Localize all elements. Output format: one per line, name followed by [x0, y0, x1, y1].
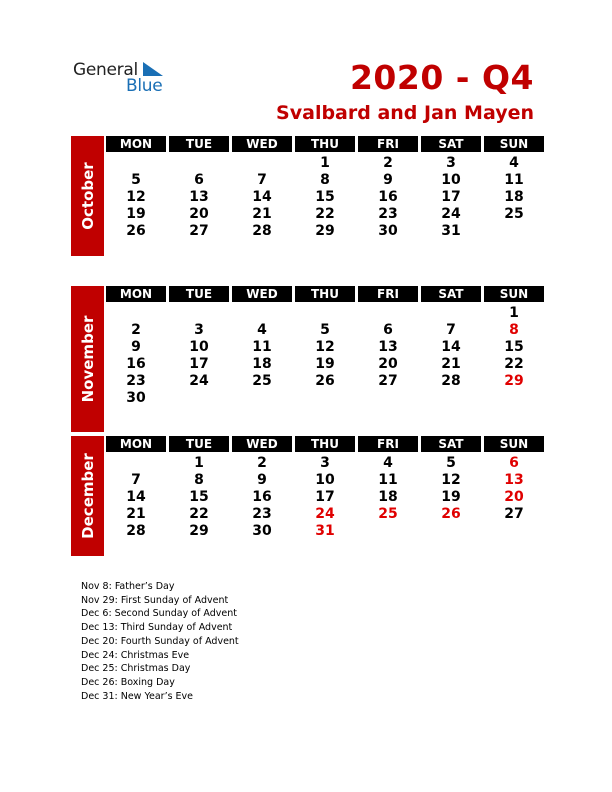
- weekday-header: MON: [106, 136, 166, 152]
- weekday-header: WED: [232, 136, 292, 152]
- calendar-date: 6: [383, 322, 393, 338]
- holiday-date: 31: [315, 523, 335, 539]
- calendar-date: 28: [441, 373, 461, 389]
- calendar-date: 10: [315, 472, 335, 488]
- page-title: 2020 - Q4: [349, 58, 534, 97]
- calendar-date: 4: [257, 322, 267, 338]
- month-november: [71, 286, 541, 432]
- calendar-date: 3: [194, 322, 204, 338]
- calendar-date: 11: [252, 339, 272, 355]
- calendar-date: 27: [504, 506, 524, 522]
- calendar-date: 10: [441, 172, 461, 188]
- calendar-date: 26: [315, 373, 335, 389]
- calendar-date: 9: [383, 172, 393, 188]
- holiday-date: 25: [378, 506, 398, 522]
- calendar-date: 31: [441, 223, 461, 239]
- calendar-date: 3: [320, 455, 330, 471]
- calendar-date: 23: [378, 206, 398, 222]
- calendar-date: 28: [252, 223, 272, 239]
- weekday-header: WED: [232, 286, 292, 302]
- holiday-item: Dec 20: Fourth Sunday of Advent: [81, 635, 239, 647]
- calendar-date: 7: [446, 322, 456, 338]
- calendar-date: 22: [504, 356, 524, 372]
- weekday-header: TUE: [169, 436, 229, 452]
- calendar-date: 20: [189, 206, 209, 222]
- month-name: October: [78, 162, 97, 230]
- calendar-date: 24: [189, 373, 209, 389]
- calendar-date: 7: [257, 172, 267, 188]
- holiday-date: 6: [509, 455, 519, 471]
- month-tab: [71, 286, 104, 432]
- calendar-date: 5: [446, 455, 456, 471]
- calendar-date: 19: [315, 356, 335, 372]
- calendar-date: 26: [126, 223, 146, 239]
- calendar-date: 4: [509, 155, 519, 171]
- page-subtitle: Svalbard and Jan Mayen: [276, 102, 534, 124]
- logo-text-blue: Blue: [126, 76, 163, 96]
- calendar-date: 28: [126, 523, 146, 539]
- weekday-header: THU: [295, 136, 355, 152]
- calendar-date: 15: [315, 189, 335, 205]
- calendar-date: 21: [252, 206, 272, 222]
- calendar-date: 2: [131, 322, 141, 338]
- calendar-date: 10: [189, 339, 209, 355]
- calendar-date: 20: [378, 356, 398, 372]
- holiday-list: [81, 580, 239, 703]
- weekday-header: WED: [232, 436, 292, 452]
- weekday-header: TUE: [169, 286, 229, 302]
- holiday-date: 20: [504, 489, 524, 505]
- calendar-date: 2: [257, 455, 267, 471]
- calendar-date: 23: [252, 506, 272, 522]
- calendar-date: 14: [252, 189, 272, 205]
- calendar-date: 1: [320, 155, 330, 171]
- month-tab: [71, 136, 104, 256]
- holiday-date: 29: [504, 373, 524, 389]
- weekday-header: SUN: [484, 286, 544, 302]
- calendar-date: 7: [131, 472, 141, 488]
- month-tab: [71, 436, 104, 556]
- holiday-item: Dec 25: Christmas Day: [81, 663, 191, 675]
- calendar-date: 8: [320, 172, 330, 188]
- weekday-header: SUN: [484, 136, 544, 152]
- calendar-date: 3: [446, 155, 456, 171]
- calendar-date: 29: [189, 523, 209, 539]
- logo-triangle-icon: [143, 62, 163, 76]
- holiday-item: Dec 6: Second Sunday of Advent: [81, 608, 237, 620]
- calendar-date: 23: [126, 373, 146, 389]
- calendar-date: 30: [126, 390, 146, 406]
- calendar-date: 27: [378, 373, 398, 389]
- calendar-date: 17: [315, 489, 335, 505]
- calendar-date: 9: [257, 472, 267, 488]
- calendar-date: 24: [441, 206, 461, 222]
- holiday-date: 24: [315, 506, 335, 522]
- calendar-date: 18: [252, 356, 272, 372]
- weekday-header: FRI: [358, 136, 418, 152]
- calendar-date: 17: [441, 189, 461, 205]
- calendar-date: 16: [126, 356, 146, 372]
- calendar-date: 15: [189, 489, 209, 505]
- calendar-date: 25: [252, 373, 272, 389]
- calendar-date: 14: [441, 339, 461, 355]
- holiday-date: 26: [441, 506, 461, 522]
- calendar-date: 25: [504, 206, 524, 222]
- month-name: November: [78, 315, 97, 403]
- holiday-date: 8: [509, 322, 519, 338]
- calendar-date: 11: [504, 172, 524, 188]
- weekday-header: SAT: [421, 436, 481, 452]
- calendar-date: 21: [441, 356, 461, 372]
- calendar-date: 12: [315, 339, 335, 355]
- weekday-header: MON: [106, 436, 166, 452]
- holiday-item: Dec 24: Christmas Eve: [81, 649, 190, 661]
- weekday-header: TUE: [169, 136, 229, 152]
- calendar-date: 14: [126, 489, 146, 505]
- calendar-date: 5: [320, 322, 330, 338]
- logo-text-general: General: [73, 60, 138, 80]
- calendar-date: 12: [441, 472, 461, 488]
- month-december: [71, 436, 541, 556]
- month-october: [71, 136, 541, 256]
- calendar-date: 22: [189, 506, 209, 522]
- calendar-date: 11: [378, 472, 398, 488]
- calendar-date: 18: [504, 189, 524, 205]
- holiday-item: Nov 8: Father’s Day: [81, 581, 175, 592]
- holiday-item: Dec 13: Third Sunday of Advent: [81, 622, 233, 634]
- holiday-item: Dec 31: New Year’s Eve: [81, 690, 194, 702]
- calendar-date: 22: [315, 206, 335, 222]
- calendar-date: 1: [194, 455, 204, 471]
- calendar-date: 15: [504, 339, 524, 355]
- calendar-date: 18: [378, 489, 398, 505]
- calendar-date: 13: [378, 339, 398, 355]
- calendar-date: 13: [189, 189, 209, 205]
- calendar-date: 17: [189, 356, 209, 372]
- calendar-date: 16: [252, 489, 272, 505]
- calendar-date: 29: [315, 223, 335, 239]
- calendar-date: 8: [194, 472, 204, 488]
- calendar-date: 27: [189, 223, 209, 239]
- calendar-date: 16: [378, 189, 398, 205]
- brand-logo: [73, 60, 173, 96]
- calendar-date: 2: [383, 155, 393, 171]
- weekday-header: THU: [295, 436, 355, 452]
- weekday-header: MON: [106, 286, 166, 302]
- weekday-header: FRI: [358, 286, 418, 302]
- calendar-date: 30: [378, 223, 398, 239]
- weekday-header: SAT: [421, 286, 481, 302]
- calendar-date: 6: [194, 172, 204, 188]
- holiday-item: Dec 26: Boxing Day: [81, 676, 175, 688]
- calendar-date: 19: [441, 489, 461, 505]
- calendar-date: 5: [131, 172, 141, 188]
- weekday-header: THU: [295, 286, 355, 302]
- weekday-header: FRI: [358, 436, 418, 452]
- month-name: December: [78, 453, 97, 539]
- weekday-header: SUN: [484, 436, 544, 452]
- weekday-header: SAT: [421, 136, 481, 152]
- calendar-date: 19: [126, 206, 146, 222]
- calendar-date: 21: [126, 506, 146, 522]
- holiday-item: Nov 29: First Sunday of Advent: [81, 594, 229, 606]
- calendar-date: 30: [252, 523, 272, 539]
- calendar-date: 1: [509, 305, 519, 321]
- calendar-date: 4: [383, 455, 393, 471]
- calendar-date: 12: [126, 189, 146, 205]
- holiday-date: 13: [504, 472, 524, 488]
- calendar-date: 9: [131, 339, 141, 355]
